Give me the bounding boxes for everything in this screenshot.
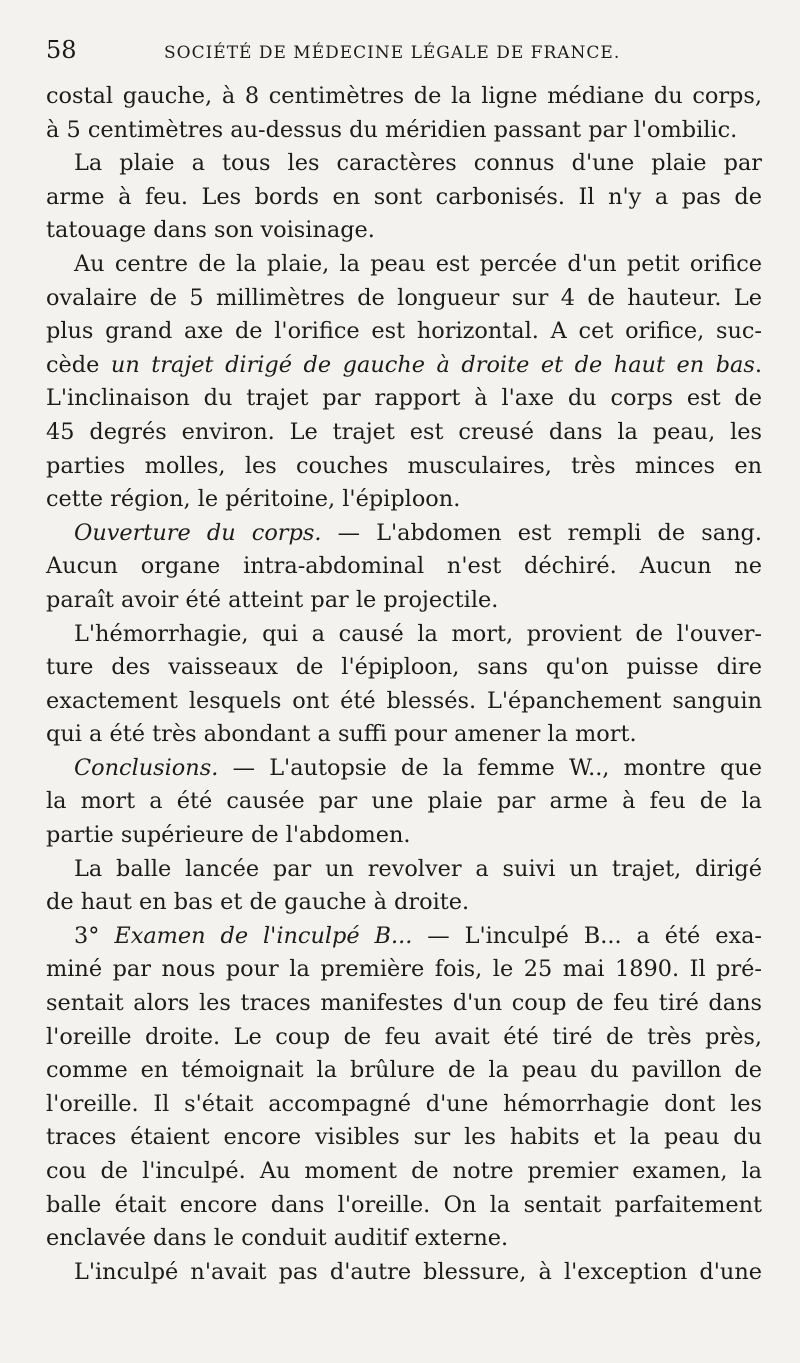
text-run: — L'inculpé B... a été exa- [412, 922, 762, 949]
text-line: La plaie a tous les caractères connus d'une plaie par [74, 150, 762, 177]
text-line: l'oreille droite. Le coup de feu avait été tiré de très près, [46, 1023, 762, 1050]
text-line: traces étaient encore visibles sur les habits et la peau du [46, 1124, 762, 1151]
text-line [46, 517, 762, 551]
text-line: 45 degrés environ. Le trajet est creusé dans la peau, les [46, 418, 762, 445]
italic-run: Examen de l'inculpé B... [114, 922, 413, 949]
text-line [46, 752, 762, 786]
italic-run: un trajet dirigé de gauche à droite et de haut en bas [110, 351, 755, 378]
text-line: tatouage dans son voisinage. [46, 217, 375, 244]
text-line: cou de l'inculpé. Au moment de notre premier examen, la [46, 1158, 762, 1184]
page-number: 58 [46, 36, 77, 64]
text-line: sentait alors les traces manifestes d'un coup de feu tiré dans [46, 990, 762, 1017]
text-line: à 5 centimètres au-dessus du méridien passant par l'ombilic. [46, 116, 738, 143]
text-line: paraît avoir été atteint par le projectile. [46, 586, 499, 613]
italic-run: Ouverture du corps. [74, 519, 322, 546]
text-run: 3° [74, 922, 115, 949]
text-line: Aucun organe intra-abdominal n'est déchiré. Aucun ne [46, 553, 762, 580]
text-line: partie supérieure de l'abdomen. [46, 822, 411, 849]
text-line: L'hémorrhagie, qui a causé la mort, provient de l'ouver- [74, 620, 762, 647]
text-line: l'oreille. Il s'était accompagné d'une hémorrhagie dont les [46, 1090, 762, 1117]
text-line: parties molles, les couches musculaires, très minces en [46, 452, 762, 479]
text-run: cède [46, 351, 111, 378]
text-line: Au centre de la plaie, la peau est percée d'un petit orifice [74, 250, 762, 277]
text-line: cette région, le péritoine, l'épiploon. [46, 486, 461, 513]
running-title: SOCIÉTÉ DE MÉDECINE LÉGALE DE FRANCE. [164, 43, 621, 63]
body-text [46, 80, 762, 1289]
text-line: plus grand axe de l'orifice est horizontal. A cet orifice, suc- [46, 318, 762, 345]
text-line: L'inculpé n'avait pas d'autre blessure, à l'exception d'une [74, 1258, 762, 1285]
text-run: — L'abdomen est rempli de sang. [321, 519, 762, 546]
page-header [46, 36, 762, 72]
text-line: qui a été très abondant a suffi pour amener la mort. [46, 721, 637, 748]
text-run: — L'autopsie de la femme W.., montre que [218, 754, 762, 781]
italic-run: Conclusions. [74, 754, 219, 781]
text-line: enclavée dans le conduit auditif externe. [46, 1225, 509, 1252]
text-line: arme à feu. Les bords en sont carbonisés. Il n'y a pas de [46, 183, 762, 210]
text-line: L'inclinaison du trajet par rapport à l'axe du corps est de [46, 385, 762, 412]
text-line [46, 920, 762, 954]
text-line: exactement lesquels ont été blessés. L'épanchement sanguin [46, 687, 762, 714]
text-line: ovalaire de 5 millimètres de longueur sur 4 de hauteur. Le [46, 284, 762, 311]
text-line [46, 349, 762, 383]
text-line: de haut en bas et de gauche à droite. [46, 889, 470, 916]
text-line: la mort a été causée par une plaie par arme à feu de la [46, 788, 762, 815]
text-line: balle était encore dans l'oreille. On la sentait parfaitement [46, 1191, 762, 1218]
text-line: ture des vaisseaux de l'épiploon, sans qu'on puisse dire [46, 654, 762, 681]
text-line: miné par nous pour la première fois, le 25 mai 1890. Il pré- [46, 956, 762, 983]
text-line: costal gauche, à 8 centimètres de la ligne médiane du corps, [46, 83, 762, 109]
text-line: comme en témoignait la brûlure de la peau du pavillon de [46, 1057, 762, 1084]
text-run: . [754, 351, 762, 378]
text-line: La balle lancée par un revolver a suivi un trajet, dirigé [74, 855, 762, 882]
